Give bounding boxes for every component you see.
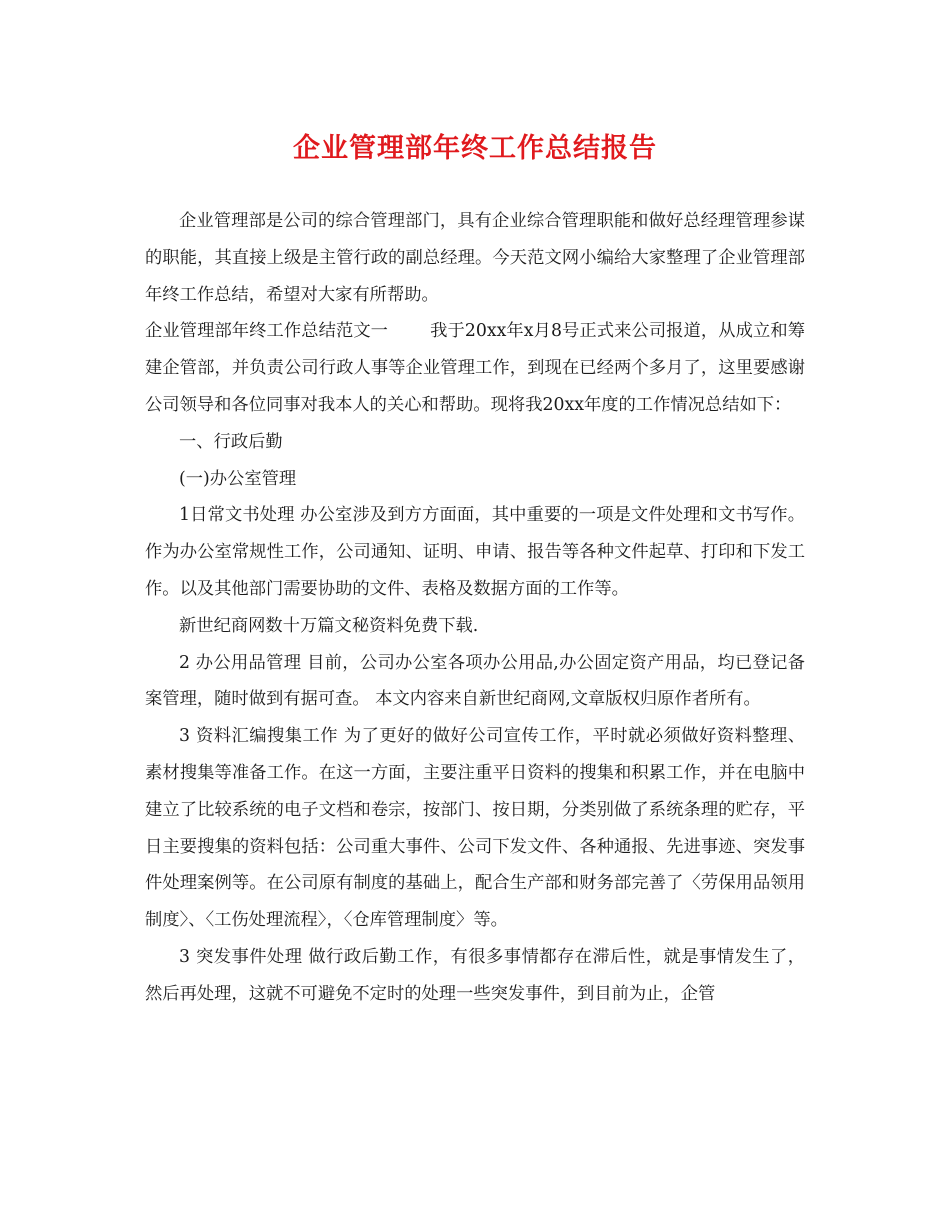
document-body — [145, 203, 805, 1013]
sample-heading: 企业管理部年终工作总结范文一 — [145, 321, 389, 342]
document-title: 企业管理部年终工作总结报告 — [293, 133, 657, 164]
intro-paragraph: 企业管理部是公司的综合管理部门，具有企业综合管理职能和做好总经理管理参谋的职能，其直接上级是主管行政的副总经理。今天范文网小编给大家整理了企业管理部年终工作总结，希望对大家有所帮助。 — [145, 211, 805, 305]
item-paragraph: 2 办公用品管理 目前，公司办公室各项办公用品,办公固定资产用品，均已登记备案管理，随时做到有据可查。 本文内容来自新世纪商网,文章版权归原作者所有。 — [145, 652, 805, 710]
item-paragraph: 3 突发事件处理 做行政后勤工作，有很多事情都存在滞后性，就是事情发生了，然后再处理，这就不可避免不定时的处理一些突发事件，到目前为止，企管 — [145, 946, 805, 1004]
sample-body: 我于20xx年x月8号正式来公司报道，从成立和筹建企管部，并负责公司行政人事等企业管理工作，到现在已经两个多月了，这里要感谢公司领导和各位同事对我本人的关心和帮助。现将我20xx年度的工作情况总结如下： — [145, 321, 805, 415]
item-paragraph: 3 资料汇编搜集工作 为了更好的做好公司宣传工作，平时就必须做好资料整理、素材搜集等准备工作。在这一方面，主要注重平日资料的搜集和积累工作，并在电脑中建立了比较系统的电子文档和卷宗，按部门、按日期，分类别做了系统条理的贮存，平日主要搜集的资料包括：公司重大事件、公司下发文件、各种通报、先进事迹、突发事件处理案例等。在公司原有制度的基础上，配合生产部和财务部完善了〈劳保用品领用制度〉、〈工伤处理流程〉，〈仓库管理制度〉等。 — [145, 726, 805, 931]
sample-paragraph — [145, 313, 805, 423]
subsection-heading: (一)办公室管理 — [179, 468, 297, 489]
item-paragraph: 1日常文书处理 办公室涉及到方方面面，其中重要的一项是文件处理和文书写作。作为办公室常规性工作，公司通知、证明、申请、报告等各种文件起草、打印和下发工作。以及其他部门需要协助的文件、表格及数据方面的工作等。 — [145, 505, 805, 599]
ad-line: 新世纪商网数十万篇文秘资料免费下载. — [179, 615, 479, 636]
section-heading: 一、行政后勤 — [179, 431, 283, 452]
